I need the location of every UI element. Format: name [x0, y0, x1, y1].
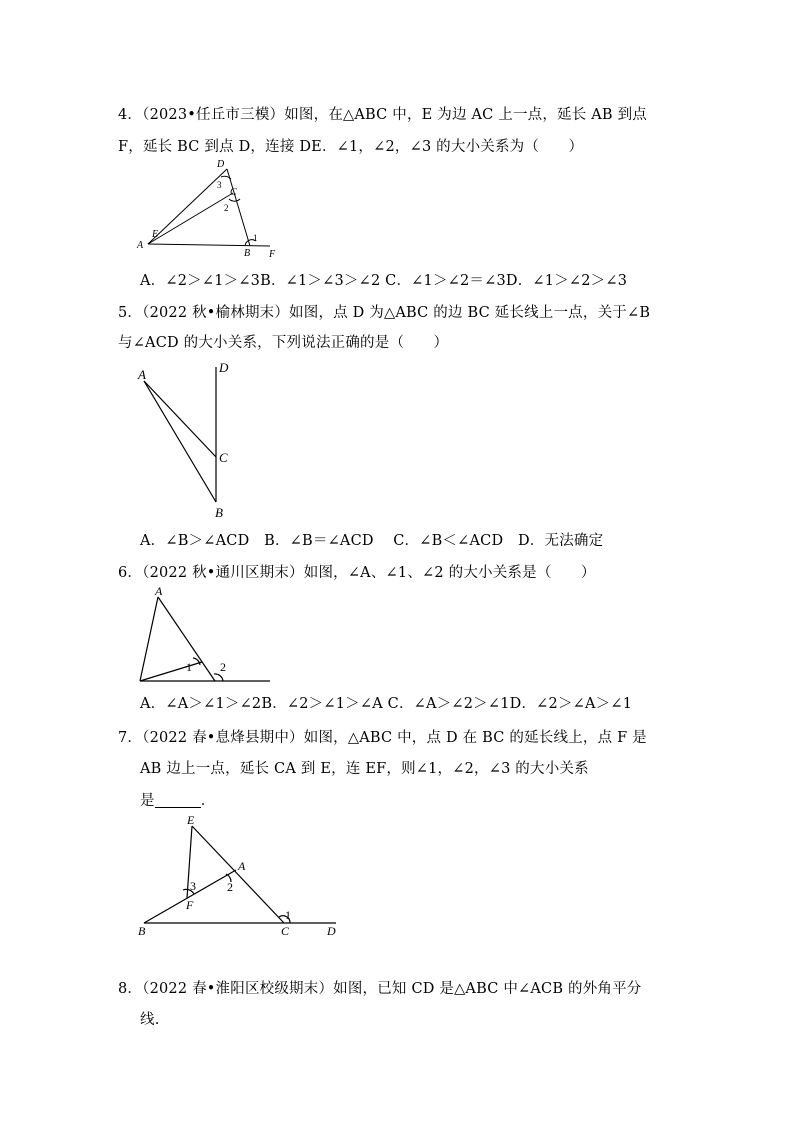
q4-label-A: A: [137, 240, 144, 251]
q7-label-A: A: [238, 859, 246, 873]
q7-figure: [130, 812, 350, 942]
q4-label-D: D: [217, 159, 225, 170]
q7-stem-line2: AB 边上一点，延长 CA 到 E，连 EF，则∠1，∠2，∠3 的大小关系: [140, 761, 589, 777]
q4-options: A．∠2＞∠1＞∠3B．∠1＞∠3＞∠2 C．∠1＞∠2＝∠3D．∠1＞∠2＞∠3: [140, 273, 628, 289]
q5-stem-line2: 与∠ACD 的大小关系，下列说法正确的是（ ）: [118, 335, 449, 351]
q7-stem-line1: 7．（2022 春•息烽县期中）如图，△ABC 中，点 D 在 BC 的延长线上，点 F 是: [118, 730, 647, 746]
q6-options: A．∠A＞∠1＞∠2B．∠2＞∠1＞∠A C．∠A＞∠2＞∠1D．∠2＞∠A＞∠1: [140, 696, 633, 712]
q6-stem-line1: 6．（2022 秋•通川区期末）如图，∠A、∠1、∠2 的大小关系是（ ）: [118, 565, 596, 581]
q8-stem-line2: 线.: [140, 1012, 160, 1028]
q5-figure: [130, 357, 250, 522]
q4-stem-line1: 4．（2023•任丘市三模）如图，在△ABC 中，E 为边 AC 上一点，延长 AB 到点: [118, 107, 648, 123]
q5-label-C: C: [219, 450, 228, 465]
q5-label-D: D: [219, 360, 229, 375]
q4-angle-3: 3: [217, 180, 222, 190]
q7-angle-1: 1: [285, 908, 291, 922]
q7-label-B: B: [138, 924, 146, 938]
q4-label-B: B: [244, 248, 251, 259]
q5-label-B: B: [215, 505, 223, 520]
q7-line3-suffix: ．: [200, 793, 216, 809]
q6-figure: [130, 582, 280, 687]
q7-angle-2: 2: [227, 880, 233, 894]
q7-line3-prefix: 是: [140, 793, 155, 809]
q4-label-E: E: [152, 229, 159, 240]
q6-angle-1: 1: [186, 660, 192, 674]
q8-stem-line1: 8．（2022 春•淮阳区校级期末）如图，已知 CD 是△ABC 中∠ACB 的外角平分: [118, 981, 642, 997]
q4-stem-line2: F，延长 BC 到点 D，连接 DE．∠1，∠2，∠3 的大小关系为（ ）: [118, 139, 584, 155]
q5-options: A．∠B＞∠ACD B．∠B＝∠ACD C．∠B＜∠ACD D．无法确定: [140, 533, 604, 549]
q7-label-D: D: [327, 924, 336, 938]
q6-angle-2: 2: [220, 660, 226, 674]
q4-label-F: F: [269, 249, 276, 260]
q4-angle-1: 1: [253, 233, 258, 243]
q4-figure: [130, 155, 290, 265]
q7-label-E: E: [187, 813, 195, 827]
q7-angle-3: 3: [190, 879, 196, 893]
q4-angle-2: 2: [224, 203, 229, 213]
q5-stem-line1: 5．（2022 秋•榆林期末）如图，点 D 为△ABC 的边 BC 延长线上一点，关于∠B: [118, 305, 651, 321]
q7-answer-blank[interactable]: [155, 793, 201, 808]
q7-label-F: F: [186, 898, 194, 912]
q4-label-C: C: [230, 187, 237, 198]
q7-stem-line3: [140, 789, 215, 810]
q5-label-A: A: [138, 367, 146, 382]
q7-label-C: C: [281, 924, 290, 938]
q6-label-A: A: [155, 584, 163, 598]
